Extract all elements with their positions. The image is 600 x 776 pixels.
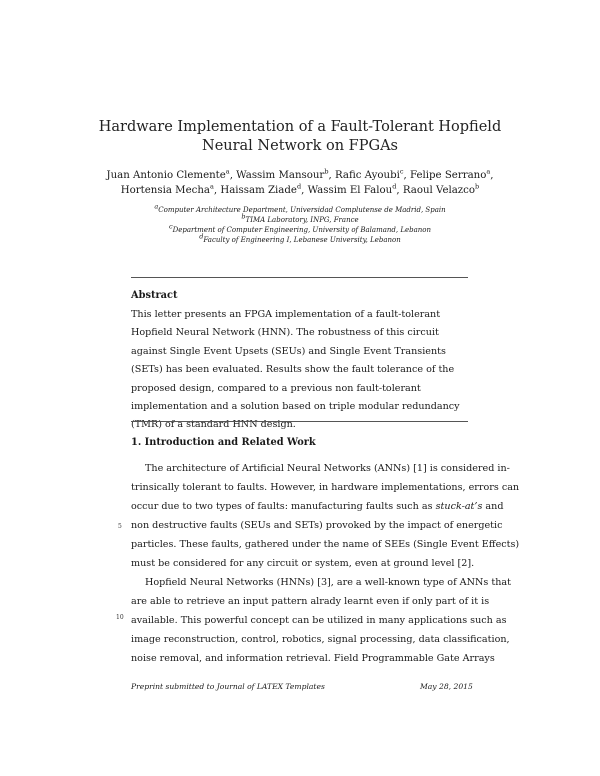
abstract-bottom-rule [131,421,468,422]
body-line: image reconstruction, control, robotics, signal processing, data classification, [131,634,510,645]
body-line: particles. These faults, gathered under the name of SEEs (Single Event Effects) [131,539,520,550]
abstract-heading: Abstract [131,290,178,301]
affiliations [60,202,540,245]
section-heading: 1. Introduction and Related Work [131,437,316,448]
author-affil-mark: c [399,167,404,176]
body-line: available. This powerful concept can be utilized in many applications such as [131,615,507,626]
footer-date: May 28, 2015 [420,682,473,691]
author-affil-mark: a [486,167,491,176]
affiliation [60,202,540,215]
author-line-2: Hortensia Mecha$^a$, Haissam Ziade$^d$, Wassim El Falou$^d$, Raoul Velazco$^b$ [120,182,480,196]
author-affil-mark: a [225,167,230,176]
affiliation [60,222,540,235]
affiliation [60,232,540,245]
title-line-1: Hardware Implementation of a Fault-Tolerant Hopfield [98,119,502,135]
author-name: Haissam Ziade [220,185,297,196]
affil-mark: a [154,202,159,211]
body-line: are able to retrieve an input pattern alrady learnt even if only part of it is [131,596,490,607]
author-name: Rafic Ayoubi [334,170,400,181]
body-line: Hopfield Neural Networks (HNNs) [3], are a well-known type of ANNs that [145,577,511,588]
affiliation [60,212,540,225]
affil-mark: b [241,212,246,221]
emphasis: stuck-at’s [435,501,483,512]
author-name: Hortensia Mecha [120,185,210,196]
author-name: Wassim El Falou [307,185,393,196]
author-name: Felipe Serrano [409,170,487,181]
body-line: The architecture of Artificial Neural Networks (ANNs) [1] is considered in- [145,463,510,474]
abstract-top-rule [131,277,468,278]
affil-text: Faculty of Engineering I, Lebanese University, Lebanon [203,236,401,244]
line-number: 5 [118,523,122,530]
author-list [60,168,540,198]
body-line: trinsically tolerant to faults. However, in hardware implementations, errors can [131,482,520,493]
affil-text: Department of Computer Engineering, University of Balamand, Lebanon [172,226,432,234]
body-line: noise removal, and information retrieval. Field Programmable Gate Arrays [131,653,495,664]
author-name: Wassim Mansour [236,170,325,181]
footer-journal: Preprint submitted to Journal of LATEX Templates [131,682,325,691]
affil-text: TIMA Laboratory, INPG, France [245,216,359,224]
affil-mark: c [168,222,173,231]
body-line: must be considered for any circuit or system, even at ground level [2]. [131,558,475,569]
body-line: occur due to two types of faults: manufacturing faults such as stuck-at’s and [131,501,504,512]
title-line-2: Neural Network on FPGAs [202,138,398,154]
author-affil-mark: d [392,182,397,191]
line-number: 10 [116,614,124,621]
abstract-text: This letter presents an FPGA implementation of a fault-tolerant Hopfield Neural Network (HNN). The robustness of this circuit against Single Event Upsets (SEUs) and Single Event Transients (SETs) has been evaluated. Results show the fault tolerance of the proposed design, compared to a previous non fault-tolerant implementation and a solution based on triple modular redundancy (TMR) of a standard HNN design. [131,309,460,431]
author-name: Raoul Velazco [402,185,476,196]
paper-title [60,118,540,156]
author-affil-mark: b [324,167,329,176]
affil-text: Computer Architecture Department, Universidad Complutense de Madrid, Spain [158,206,446,214]
author-line-1: Juan Antonio Clemente$^a$, Wassim Mansour$^b$, Rafic Ayoubi$^c$, Felipe Serrano$^a$, [106,167,494,181]
author-affil-mark: a [209,182,214,191]
body-line: non destructive faults (SEUs and SETs) provoked by the impact of energetic [131,520,503,531]
abstract-body [131,306,468,435]
author-affil-mark: d [296,182,302,191]
author-name: Juan Antonio Clemente [106,170,226,181]
author-affil-mark: b [475,182,480,191]
affil-mark: d [199,232,204,241]
